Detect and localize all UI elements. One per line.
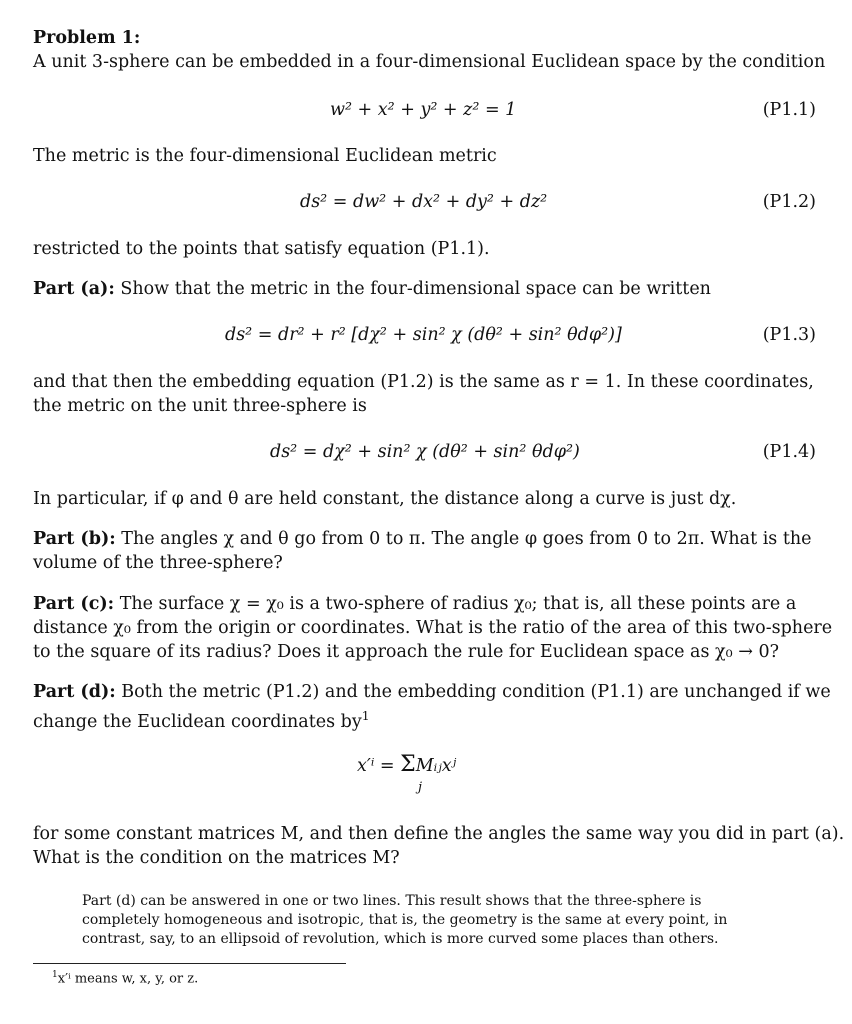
part-b-line1 [33, 527, 812, 551]
part-b-text1: The angles χ and θ go from 0 to π. The angle φ goes from 0 to 2π. What is the [121, 529, 812, 549]
part-d-label: Part (d): [33, 682, 116, 702]
equation-label-p1-3: (P1.3) [762, 325, 816, 345]
footnote-marker: 1 [361, 709, 370, 723]
metric-intro: The metric is the four-dimensional Euclidean metric [33, 146, 497, 166]
equation-label-p1-1: (P1.1) [762, 100, 816, 120]
part-a-label: Part (a): [33, 279, 115, 299]
equation-p1-1: w² + x² + y² + z² = 1 [330, 100, 517, 120]
part-a-heading [33, 277, 711, 301]
footnote [52, 970, 198, 986]
part-a-particular: In particular, if φ and θ are held constant, the distance along a curve is just dχ. [33, 489, 737, 509]
equation-p1-4: ds² = dχ² + sin² χ (dθ² + sin² θdφ²) [270, 442, 580, 462]
note-line3: contrast, say, to an ellipsoid of revolution, which is more curved some places than others. [82, 931, 719, 947]
part-a-after-line1: and that then the embedding equation (P1.2) is the same as r = 1. In these coordinates, [33, 372, 814, 392]
note-line1: Part (d) can be answered in one or two lines. This result shows that the three-sphere is [82, 893, 702, 909]
part-d-line4: What is the condition on the matrices M? [33, 848, 400, 868]
part-c-label: Part (c): [33, 594, 115, 614]
equation-label-p1-2: (P1.2) [762, 192, 816, 212]
equation-transform-rhs: Mᵢⱼxʲ [415, 756, 457, 776]
part-d-line1 [33, 680, 831, 704]
part-d-text1: Both the metric (P1.2) and the embedding condition (P1.1) are unchanged if we [121, 682, 831, 702]
part-c-line1 [33, 592, 796, 616]
part-d-line3: for some constant matrices M, and then define the angles the same way you did in part (a). [33, 824, 845, 844]
part-b-label: Part (b): [33, 529, 116, 549]
problem-title: Problem 1: [33, 28, 141, 48]
equation-p1-2: ds² = dw² + dx² + dy² + dz² [300, 192, 548, 212]
part-b-line2: volume of the three-sphere? [33, 553, 283, 573]
equation-p1-3: ds² = dr² + r² [dχ² + sin² χ (dθ² + sin² θdφ²)] [225, 325, 622, 345]
problem-intro: A unit 3-sphere can be embedded in a four-dimensional Euclidean space by the condition [33, 52, 826, 72]
restricted-text: restricted to the points that satisfy equation (P1.1). [33, 239, 490, 259]
part-d-text2: change the Euclidean coordinates by [33, 711, 362, 732]
footnote-rule [33, 963, 346, 964]
part-c-text1: The surface χ = χ₀ is a two-sphere of radius χ₀; that is, all these points are a [119, 594, 797, 614]
part-a-text: Show that the metric in the four-dimensional space can be written [120, 279, 711, 299]
note-line2: completely homogeneous and isotropic, that is, the geometry is the same at every point, in [82, 912, 728, 928]
part-a-after-line2: the metric on the unit three-sphere is [33, 396, 367, 416]
footnote-mark: 1 [52, 970, 58, 980]
sum-index: j [418, 780, 423, 795]
equation-transform [357, 753, 456, 778]
equation-label-p1-4: (P1.4) [762, 442, 816, 462]
sum-symbol: Σ [400, 752, 416, 777]
equation-transform-lhs: x′ⁱ = [357, 756, 401, 776]
part-c-line3: to the square of its radius? Does it approach the rule for Euclidean space as χ₀ → 0? [33, 642, 779, 662]
footnote-text: x′ⁱ means w, x, y, or z. [57, 971, 199, 987]
part-d-line2 [33, 704, 370, 734]
part-c-line2: distance χ₀ from the origin or coordinates. What is the ratio of the area of this two-sphere [33, 618, 833, 638]
